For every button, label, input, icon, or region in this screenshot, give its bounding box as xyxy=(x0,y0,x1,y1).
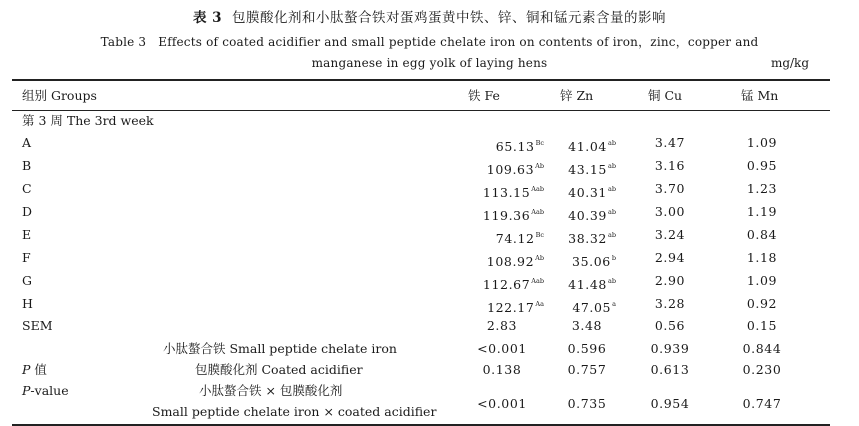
row-zn: 40.39$^{ab}$ xyxy=(568,208,616,223)
pvalue-label-cn: P 值 xyxy=(22,362,47,377)
pvalue-zn: 0.735 xyxy=(567,396,607,411)
table-title-en-line2 xyxy=(0,56,859,70)
pvalue-cu: 0.939 xyxy=(650,341,690,356)
row-mn: 0.92 xyxy=(746,296,778,311)
row-zn: 41.04$^{ab}$ xyxy=(568,139,616,154)
row-group: H xyxy=(22,296,33,311)
row-group: D xyxy=(22,204,33,219)
pvalue-mn: 0.747 xyxy=(742,396,782,411)
row-mn: 1.09 xyxy=(746,135,778,150)
row-group: E xyxy=(22,227,32,242)
table-title-en-text-1: Effects of coated acidifier and small peptide chelate iron on contents of iron，zinc，copper and xyxy=(158,35,759,49)
pvalue-cu: 0.954 xyxy=(650,396,690,411)
row-zn: 41.48$^{ab}$ xyxy=(568,277,616,292)
row-fe: $109.63^{Ab}$ xyxy=(486,162,544,177)
header-zn: 锌 Zn xyxy=(560,88,594,103)
row-cu: 3.47 xyxy=(654,135,686,150)
row-mn: 1.09 xyxy=(746,273,778,288)
row-cu: 3.24 xyxy=(654,227,686,242)
header-fe: 铁 Fe xyxy=(468,88,500,103)
row-cu: 3.28 xyxy=(654,296,686,311)
row-group: C xyxy=(22,181,32,196)
pvalue-factor-line1: 小肽螯合铁 × 包膜酸化剂 xyxy=(199,383,343,398)
table-title-cn xyxy=(0,6,859,26)
row-mn: 1.19 xyxy=(746,204,778,219)
table-title-cn-text: 包膜酸化剂和小肽螯合铁对蛋鸡蛋黄中铁、锌、铜和锰元素含量的影响 xyxy=(232,10,667,26)
row-fe: $108.92^{Ab}$ xyxy=(486,254,544,269)
top-rule xyxy=(12,79,830,81)
row-group: G xyxy=(22,273,32,288)
pvalue-fe: 0.138 xyxy=(482,362,522,377)
sem-mn: 0.15 xyxy=(746,318,778,333)
row-zn: 40.31$^{ab}$ xyxy=(568,185,616,200)
table-label-cn: 表 3 xyxy=(192,10,223,26)
pvalue-fe: <0.001 xyxy=(477,341,527,356)
pvalue-zn: 0.757 xyxy=(567,362,607,377)
sem-fe: 2.83 xyxy=(486,318,518,333)
table-label-en: Table 3 xyxy=(100,35,147,49)
sem-cu: 0.56 xyxy=(654,318,686,333)
row-group: A xyxy=(22,135,32,150)
row-cu: 2.94 xyxy=(654,250,686,265)
table-title-en-line1 xyxy=(0,33,859,50)
row-zn: 38.32$^{ab}$ xyxy=(568,231,616,246)
row-fe: $65.13^{Bc}$ xyxy=(495,139,544,154)
header-rule xyxy=(12,110,830,111)
pvalue-mn: 0.844 xyxy=(742,341,782,356)
pvalue-label-en: P-value xyxy=(22,383,69,398)
row-zn: 47.05$^a$ xyxy=(572,300,616,315)
row-cu: 3.70 xyxy=(654,181,686,196)
pvalue-cu: 0.613 xyxy=(650,362,690,377)
pvalue-mn: 0.230 xyxy=(742,362,782,377)
row-fe: $119.36^{Aab}$ xyxy=(482,208,544,223)
row-fe: $113.15^{Aab}$ xyxy=(482,185,544,200)
header-group: 组别 Groups xyxy=(22,88,97,103)
row-fe: $74.12^{Bc}$ xyxy=(495,231,544,246)
pvalue-factor-line2: Small peptide chelate iron × coated acidifier xyxy=(152,404,437,419)
sem-label: SEM xyxy=(22,318,53,333)
pvalue-factor: 小肽螯合铁 Small peptide chelate iron xyxy=(163,341,397,356)
row-mn: 1.18 xyxy=(746,250,778,265)
row-cu: 2.90 xyxy=(654,273,686,288)
row-mn: 0.95 xyxy=(746,158,778,173)
row-cu: 3.00 xyxy=(654,204,686,219)
pvalue-factor: 包膜酸化剂 Coated acidifier xyxy=(195,362,363,377)
row-fe: $122.17^{Aa}$ xyxy=(487,300,544,315)
header-cu: 铜 Cu xyxy=(648,88,683,103)
row-group: B xyxy=(22,158,32,173)
row-cu: 3.16 xyxy=(654,158,686,173)
header-mn: 锰 Mn xyxy=(741,88,779,103)
table-title-en-text-2: manganese in egg yolk of laying hens xyxy=(311,56,548,70)
sem-zn: 3.48 xyxy=(571,318,603,333)
row-fe: $112.67^{Aab}$ xyxy=(482,277,544,292)
pvalue-fe: <0.001 xyxy=(477,396,527,411)
row-zn: 43.15$^{ab}$ xyxy=(568,162,616,177)
row-mn: 0.84 xyxy=(746,227,778,242)
unit-label: mg/kg xyxy=(770,56,809,70)
week-label: 第 3 周 The 3rd week xyxy=(22,113,154,128)
row-mn: 1.23 xyxy=(746,181,778,196)
row-zn: 35.06$^b$ xyxy=(572,254,616,269)
row-group: F xyxy=(22,250,31,265)
pvalue-zn: 0.596 xyxy=(567,341,607,356)
